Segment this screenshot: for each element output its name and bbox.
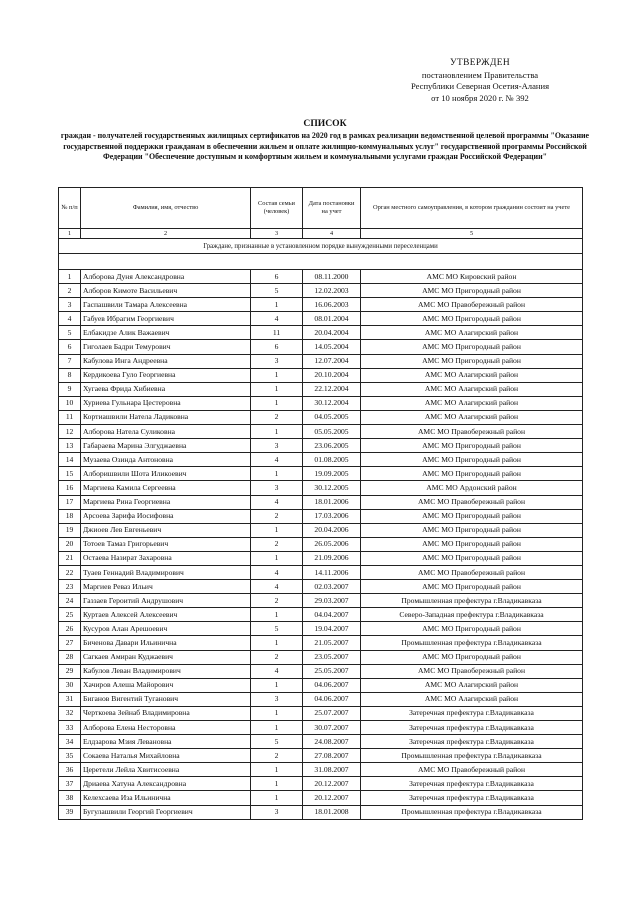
row-authority: АМС МО Пригородный район	[361, 622, 583, 636]
row-family-size: 1	[251, 396, 303, 410]
row-authority: Затеречная префектура г.Владикавказа	[361, 791, 583, 805]
row-authority: АМС МО Пригородный район	[361, 580, 583, 594]
row-family-size: 1	[251, 425, 303, 439]
row-number: 21	[59, 551, 81, 565]
table-row	[59, 284, 583, 298]
table-row	[59, 706, 583, 720]
row-full-name: Маргиев Реваз Ильич	[81, 580, 251, 594]
column-number: 2	[81, 229, 251, 239]
row-authority: Промышленная префектура г.Владикавказа	[361, 636, 583, 650]
row-authority: АМС МО Пригородный район	[361, 284, 583, 298]
row-full-name: Биганов Вигентий Туганович	[81, 692, 251, 706]
row-full-name: Газзаев Героитий Андрушович	[81, 594, 251, 608]
table-row	[59, 467, 583, 481]
row-registration-date: 20.04.2004	[303, 326, 361, 340]
row-family-size: 1	[251, 777, 303, 791]
row-full-name: Маргиева Рина Георгиевна	[81, 495, 251, 509]
row-registration-date: 14.11.2006	[303, 565, 361, 579]
row-family-size: 1	[251, 791, 303, 805]
row-family-size: 3	[251, 692, 303, 706]
row-authority: АМС МО Ардонский район	[361, 481, 583, 495]
row-registration-date: 08.01.2004	[303, 312, 361, 326]
table-row	[59, 523, 583, 537]
row-full-name: Сокаева Наталья Михайловна	[81, 749, 251, 763]
row-family-size: 1	[251, 706, 303, 720]
row-number: 36	[59, 763, 81, 777]
row-number: 15	[59, 467, 81, 481]
row-full-name: Алборова Елена Несторовна	[81, 721, 251, 735]
row-family-size: 4	[251, 664, 303, 678]
row-registration-date: 30.12.2005	[303, 481, 361, 495]
header-registration-date: Дата постановки на учет	[303, 188, 361, 229]
table-row	[59, 439, 583, 453]
approval-block	[380, 58, 580, 104]
table-row	[59, 749, 583, 763]
row-registration-date: 30.07.2007	[303, 721, 361, 735]
row-authority: АМС МО Алагирский район	[361, 396, 583, 410]
row-authority: АМС МО Пригородный район	[361, 467, 583, 481]
row-number: 1	[59, 270, 81, 284]
table-row	[59, 537, 583, 551]
row-number: 39	[59, 805, 81, 819]
table-row	[59, 805, 583, 819]
row-number: 37	[59, 777, 81, 791]
row-authority: Затеречная префектура г.Владикавказа	[361, 735, 583, 749]
table-row	[59, 791, 583, 805]
table-row	[59, 312, 583, 326]
column-number: 3	[251, 229, 303, 239]
row-registration-date: 23.06.2005	[303, 439, 361, 453]
row-registration-date: 17.03.2006	[303, 509, 361, 523]
row-number: 25	[59, 608, 81, 622]
row-number: 24	[59, 594, 81, 608]
spacer-row	[59, 254, 583, 270]
table-row	[59, 270, 583, 284]
row-number: 19	[59, 523, 81, 537]
table-row	[59, 410, 583, 424]
row-authority: АМС МО Правобережный район	[361, 425, 583, 439]
row-registration-date: 18.01.2008	[303, 805, 361, 819]
row-number: 5	[59, 326, 81, 340]
table-row	[59, 636, 583, 650]
row-registration-date: 24.08.2007	[303, 735, 361, 749]
row-number: 35	[59, 749, 81, 763]
row-authority: АМС МО Пригородный район	[361, 537, 583, 551]
row-family-size: 3	[251, 439, 303, 453]
row-family-size: 2	[251, 650, 303, 664]
row-authority: АМС МО Алагирский район	[361, 382, 583, 396]
table-row	[59, 678, 583, 692]
row-family-size: 3	[251, 805, 303, 819]
row-family-size: 3	[251, 354, 303, 368]
row-family-size: 4	[251, 312, 303, 326]
row-family-size: 1	[251, 636, 303, 650]
row-family-size: 5	[251, 735, 303, 749]
row-registration-date: 14.05.2004	[303, 340, 361, 354]
row-number: 12	[59, 425, 81, 439]
row-authority: АМС МО Пригородный район	[361, 551, 583, 565]
table-row	[59, 326, 583, 340]
row-family-size: 5	[251, 622, 303, 636]
table-row	[59, 735, 583, 749]
row-full-name: Дриаева Хатуна Александровна	[81, 777, 251, 791]
table-row	[59, 763, 583, 777]
row-full-name: Кабулов Леван Владимирович	[81, 664, 251, 678]
row-authority: АМС МО Алагирский район	[361, 692, 583, 706]
row-full-name: Алборов Кимоте Васильевич	[81, 284, 251, 298]
row-family-size: 4	[251, 565, 303, 579]
row-family-size: 11	[251, 326, 303, 340]
row-family-size: 3	[251, 481, 303, 495]
row-family-size: 1	[251, 763, 303, 777]
row-full-name: Алборова Натела Суликовна	[81, 425, 251, 439]
row-family-size: 1	[251, 467, 303, 481]
row-family-size: 1	[251, 608, 303, 622]
row-family-size: 2	[251, 749, 303, 763]
row-registration-date: 30.12.2004	[303, 396, 361, 410]
row-registration-date: 04.06.2007	[303, 678, 361, 692]
row-number: 23	[59, 580, 81, 594]
approval-line-3: от 10 ноября 2020 г. № 392	[431, 92, 529, 103]
table-row	[59, 453, 583, 467]
row-full-name: Хуриева Гульнара Цестеровна	[81, 396, 251, 410]
row-family-size: 1	[251, 721, 303, 735]
row-number: 38	[59, 791, 81, 805]
row-number: 16	[59, 481, 81, 495]
approval-title: УТВЕРЖДЕН	[449, 58, 511, 68]
row-number: 2	[59, 284, 81, 298]
row-authority: Затеречная префектура г.Владикавказа	[361, 706, 583, 720]
row-registration-date: 29.03.2007	[303, 594, 361, 608]
table-header-row	[59, 188, 583, 229]
row-authority: Затеречная префектура г.Владикавказа	[361, 777, 583, 791]
row-authority: АМС МО Пригородный район	[361, 453, 583, 467]
table-row	[59, 368, 583, 382]
row-full-name: Музаева Озинда Антоновна	[81, 453, 251, 467]
row-registration-date: 22.12.2004	[303, 382, 361, 396]
row-registration-date: 08.11.2000	[303, 270, 361, 284]
row-full-name: Алборишвили Шота Иликоевич	[81, 467, 251, 481]
row-authority: АМС МО Пригородный район	[361, 354, 583, 368]
row-authority: АМС МО Пригородный район	[361, 509, 583, 523]
row-number: 29	[59, 664, 81, 678]
column-number: 4	[303, 229, 361, 239]
row-number: 17	[59, 495, 81, 509]
table-row	[59, 298, 583, 312]
row-number: 11	[59, 410, 81, 424]
row-number: 28	[59, 650, 81, 664]
table-row	[59, 509, 583, 523]
row-number: 27	[59, 636, 81, 650]
recipients-table	[58, 187, 583, 820]
column-number: 5	[361, 229, 583, 239]
row-registration-date: 04.04.2007	[303, 608, 361, 622]
table-row	[59, 481, 583, 495]
row-family-size: 2	[251, 537, 303, 551]
row-family-size: 6	[251, 340, 303, 354]
table-row	[59, 594, 583, 608]
row-authority: Затеречная префектура г.Владикавказа	[361, 721, 583, 735]
row-full-name: Джиоев Лев Евгеньевич	[81, 523, 251, 537]
row-full-name: Церетели Лейла Хвитисоевна	[81, 763, 251, 777]
row-authority: Северо-Западная префектура г.Владикавказа	[361, 608, 583, 622]
header-family-size: Состав семьи (человек)	[251, 188, 303, 229]
header-full-name: Фамилия, имя, отчество	[81, 188, 251, 229]
table-row	[59, 650, 583, 664]
row-family-size: 4	[251, 580, 303, 594]
row-registration-date: 19.09.2005	[303, 467, 361, 481]
row-registration-date: 12.07.2004	[303, 354, 361, 368]
table-row	[59, 721, 583, 735]
row-full-name: Гаспашвили Тамара Алексеевна	[81, 298, 251, 312]
document-title: СПИСОК	[303, 118, 347, 129]
row-full-name: Арсоева Зарифа Иосифовна	[81, 509, 251, 523]
row-family-size: 4	[251, 453, 303, 467]
row-authority: Промышленная префектура г.Владикавказа	[361, 594, 583, 608]
row-family-size: 1	[251, 523, 303, 537]
row-family-size: 1	[251, 678, 303, 692]
table-row	[59, 692, 583, 706]
table-row	[59, 425, 583, 439]
row-registration-date: 16.06.2003	[303, 298, 361, 312]
row-registration-date: 26.05.2006	[303, 537, 361, 551]
row-authority: АМС МО Пригородный район	[361, 439, 583, 453]
table-row	[59, 396, 583, 410]
row-full-name: Черткоева Зейнаб Владимировна	[81, 706, 251, 720]
row-number: 7	[59, 354, 81, 368]
row-full-name: Елбакидзе Алик Важаевич	[81, 326, 251, 340]
row-authority: АМС МО Пригородный район	[361, 523, 583, 537]
table-row	[59, 777, 583, 791]
table-row	[59, 580, 583, 594]
table-row	[59, 382, 583, 396]
row-full-name: Остаева Назират Захаровна	[81, 551, 251, 565]
row-number: 34	[59, 735, 81, 749]
row-full-name: Гиголаев Бадри Темурович	[81, 340, 251, 354]
row-full-name: Биченова Давари Ильинична	[81, 636, 251, 650]
row-registration-date: 25.07.2007	[303, 706, 361, 720]
row-authority: АМС МО Правобережный район	[361, 298, 583, 312]
row-family-size: 2	[251, 410, 303, 424]
row-full-name: Хачиров Алеша Майорович	[81, 678, 251, 692]
row-authority: АМС МО Правобережный район	[361, 664, 583, 678]
row-number: 4	[59, 312, 81, 326]
row-registration-date: 04.05.2005	[303, 410, 361, 424]
row-registration-date: 20.10.2004	[303, 368, 361, 382]
row-registration-date: 19.04.2007	[303, 622, 361, 636]
row-number: 26	[59, 622, 81, 636]
document-subtitle: граждан - получателей государственных жилищных сертификатов на 2020 год в рамках реализации ведомственной целевой программы "Оказание государственной поддержки гражданам в обеспечении жильем и оплате жилищно-коммунальных услуг" государственной программы Российской Федерации "Обеспечение доступным и комфортным жильем и коммунальными услугами граждан Российской Федерации"	[60, 131, 590, 162]
row-full-name: Хугаева Фрида Хибиевна	[81, 382, 251, 396]
row-number: 31	[59, 692, 81, 706]
row-full-name: Келехсаева Иза Ильинична	[81, 791, 251, 805]
row-number: 3	[59, 298, 81, 312]
row-number: 9	[59, 382, 81, 396]
row-registration-date: 12.02.2003	[303, 284, 361, 298]
row-registration-date: 31.08.2007	[303, 763, 361, 777]
row-authority: АМС МО Правобережный район	[361, 565, 583, 579]
row-registration-date: 02.03.2007	[303, 580, 361, 594]
row-registration-date: 20.12.2007	[303, 791, 361, 805]
row-number: 13	[59, 439, 81, 453]
row-full-name: Куртаев Алексей Алексеевич	[81, 608, 251, 622]
row-authority: АМС МО Алагирский район	[361, 410, 583, 424]
row-authority: АМС МО Пригородный район	[361, 312, 583, 326]
row-full-name: Кабулова Инга Андреевна	[81, 354, 251, 368]
row-authority: АМС МО Пригородный район	[361, 340, 583, 354]
row-number: 18	[59, 509, 81, 523]
row-authority: АМС МО Правобережный район	[361, 763, 583, 777]
row-full-name: Тотоев Тамаз Григорьевич	[81, 537, 251, 551]
row-number: 32	[59, 706, 81, 720]
row-family-size: 1	[251, 382, 303, 396]
row-number: 14	[59, 453, 81, 467]
row-authority: АМС МО Кировский район	[361, 270, 583, 284]
row-full-name: Туаев Геннадий Владимирович	[81, 565, 251, 579]
row-full-name: Габуев Ибрагим Георгиевич	[81, 312, 251, 326]
row-full-name: Кердикоева Гуло Георгиевна	[81, 368, 251, 382]
table-row	[59, 565, 583, 579]
approval-line-2: Республики Северная Осетия-Алания	[410, 81, 550, 91]
row-registration-date: 01.08.2005	[303, 453, 361, 467]
spacer-cell	[59, 254, 583, 270]
row-number: 6	[59, 340, 81, 354]
row-full-name: Алборова Дуня Александровна	[81, 270, 251, 284]
row-family-size: 6	[251, 270, 303, 284]
row-registration-date: 20.12.2007	[303, 777, 361, 791]
row-family-size: 5	[251, 284, 303, 298]
row-registration-date: 05.05.2005	[303, 425, 361, 439]
header-authority: Орган местного самоуправления, в котором гражданин состоит на учете	[361, 188, 583, 229]
row-family-size: 2	[251, 594, 303, 608]
approval-line-1: постановлением Правительства	[421, 69, 539, 80]
row-registration-date: 27.08.2007	[303, 749, 361, 763]
row-family-size: 4	[251, 495, 303, 509]
row-number: 8	[59, 368, 81, 382]
row-registration-date: 20.04.2006	[303, 523, 361, 537]
table-row	[59, 354, 583, 368]
table-row	[59, 340, 583, 354]
row-full-name: Елдзарова Мзия Левановна	[81, 735, 251, 749]
row-full-name: Сагкаев Амиран Куджаевич	[81, 650, 251, 664]
row-registration-date: 04.06.2007	[303, 692, 361, 706]
table-row	[59, 551, 583, 565]
row-family-size: 1	[251, 298, 303, 312]
table-row	[59, 495, 583, 509]
row-full-name: Кортиашвили Натела Ладиковна	[81, 410, 251, 424]
row-authority: АМС МО Алагирский район	[361, 678, 583, 692]
row-authority: АМС МО Алагирский район	[361, 326, 583, 340]
row-number: 22	[59, 565, 81, 579]
row-family-size: 2	[251, 509, 303, 523]
row-authority: АМС МО Пригородный район	[361, 650, 583, 664]
row-number: 10	[59, 396, 81, 410]
row-authority: Промышленная префектура г.Владикавказа	[361, 749, 583, 763]
row-registration-date: 23.05.2007	[303, 650, 361, 664]
table-row	[59, 622, 583, 636]
row-full-name: Маргиева Камила Сергеевна	[81, 481, 251, 495]
row-registration-date: 21.05.2007	[303, 636, 361, 650]
table-row	[59, 664, 583, 678]
row-family-size: 1	[251, 368, 303, 382]
row-number: 30	[59, 678, 81, 692]
row-number: 33	[59, 721, 81, 735]
row-registration-date: 21.09.2006	[303, 551, 361, 565]
header-number: № п/п	[59, 188, 81, 229]
row-family-size: 1	[251, 551, 303, 565]
row-full-name: Габараева Марина Элгуджаевна	[81, 439, 251, 453]
row-registration-date: 25.05.2007	[303, 664, 361, 678]
row-authority: Промышленная префектура г.Владикавказа	[361, 805, 583, 819]
section-row	[59, 239, 583, 254]
row-registration-date: 18.01.2006	[303, 495, 361, 509]
row-authority: АМС МО Правобережный район	[361, 495, 583, 509]
row-full-name: Кусуров Алан Арешоевич	[81, 622, 251, 636]
row-full-name: Бугулашвили Георгий Георгиевич	[81, 805, 251, 819]
column-number: 1	[59, 229, 81, 239]
row-number: 20	[59, 537, 81, 551]
column-numbers-row	[59, 229, 583, 239]
row-authority: АМС МО Алагирский район	[361, 368, 583, 382]
table-row	[59, 608, 583, 622]
section-title: Граждане, признанные в установленном порядке вынужденными переселенцами	[59, 239, 583, 254]
